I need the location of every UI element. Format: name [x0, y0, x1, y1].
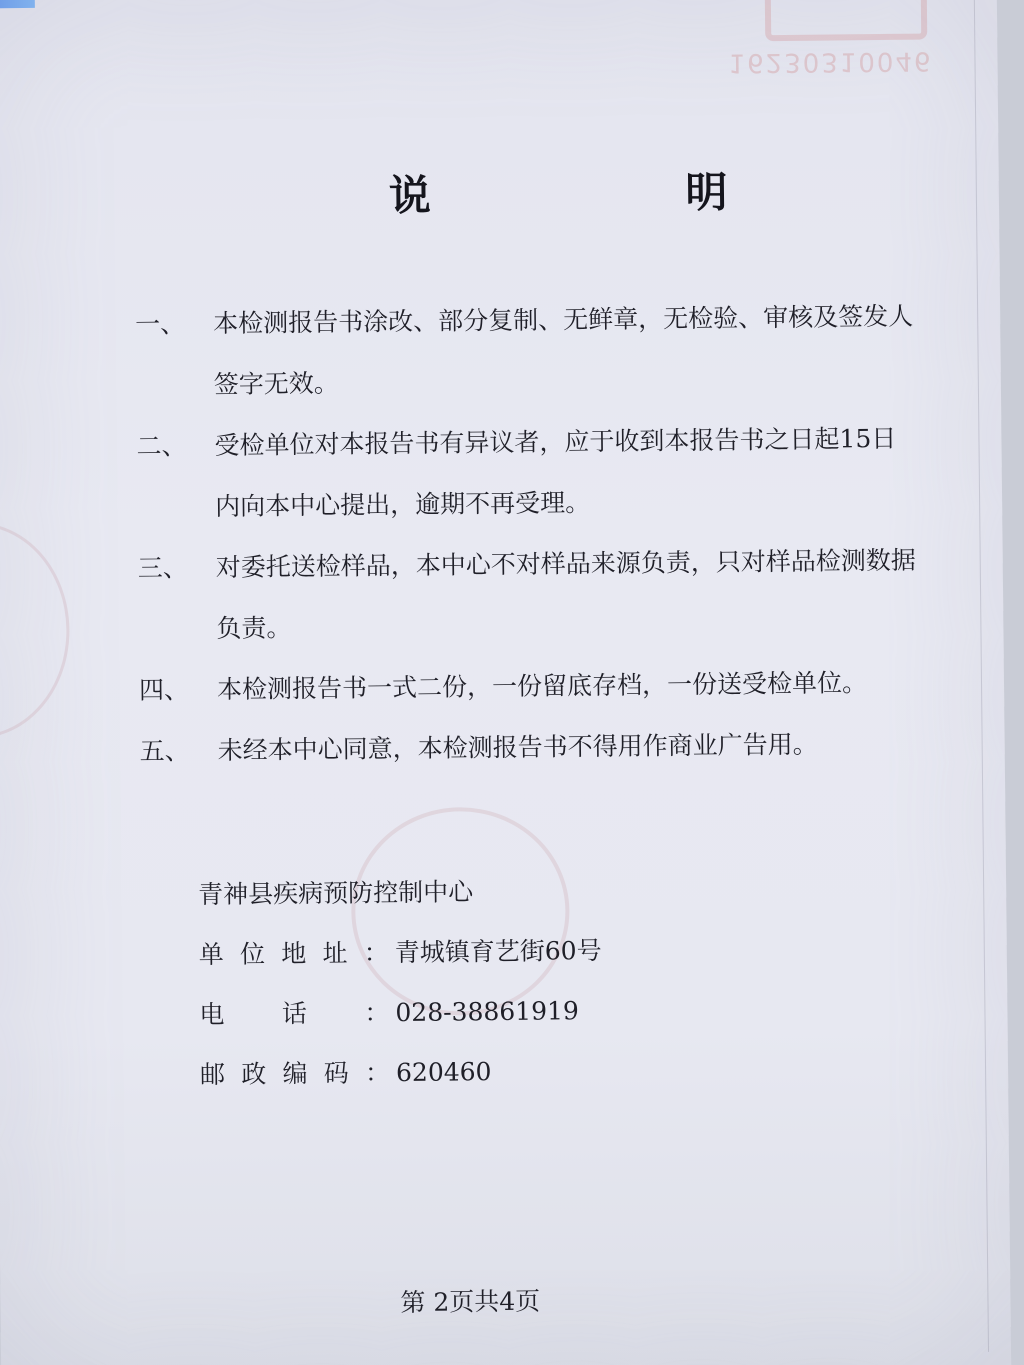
list-item	[139, 713, 920, 782]
list-item	[137, 530, 918, 660]
item-text: 本检测报告书涂改、部分复制、无鲜章，无检验、审核及签发人签字无效。	[213, 301, 914, 399]
item-text: 未经本中心同意，本检测报告书不得用作商业广告用。	[217, 729, 818, 765]
items-list	[135, 286, 920, 782]
list-item	[139, 652, 920, 721]
item-number: 四、	[138, 675, 190, 705]
page-title: 说 明	[388, 166, 848, 221]
stamp-top-right	[728, 0, 938, 104]
postcode-label: 邮政编码：	[199, 1058, 391, 1090]
item-text: 对委托送检样品，本中心不对样品来源负责，只对样品检测数据负责。	[215, 545, 916, 643]
stamp-number: 16230310046	[728, 45, 933, 78]
address-value: 青城镇育艺街60号	[394, 935, 602, 968]
watermark-badge	[0, 0, 35, 8]
page-edge	[974, 0, 989, 1352]
address-label: 单位地址：	[198, 938, 389, 970]
postcode-row	[200, 1041, 603, 1105]
seal-left	[0, 522, 71, 740]
phone-label: 电话：	[199, 998, 390, 1030]
item-text: 本检测报告书一式二份，一份留底存档，一份送受检单位。	[216, 668, 868, 704]
address-row	[199, 921, 602, 985]
list-item	[136, 408, 917, 538]
item-number: 五、	[139, 736, 190, 766]
stamp-box	[764, 0, 927, 41]
item-number: 一、	[135, 309, 186, 339]
list-item	[135, 286, 916, 416]
phone-value: 028-38861919	[395, 996, 579, 1028]
postcode-value: 620460	[395, 1057, 492, 1088]
item-number: 二、	[136, 431, 187, 461]
item-text: 受检单位对本报告书有异议者，应于收到本报告书之日起15日内向本中心提出，逾期不再受理。	[214, 423, 897, 521]
phone-row	[199, 981, 602, 1045]
contact-footer	[198, 861, 603, 1105]
organization-name: 青神县疾病预防控制中心	[198, 877, 474, 910]
page-number: 第 2页共4页	[400, 1286, 541, 1318]
item-number: 三、	[137, 553, 188, 583]
